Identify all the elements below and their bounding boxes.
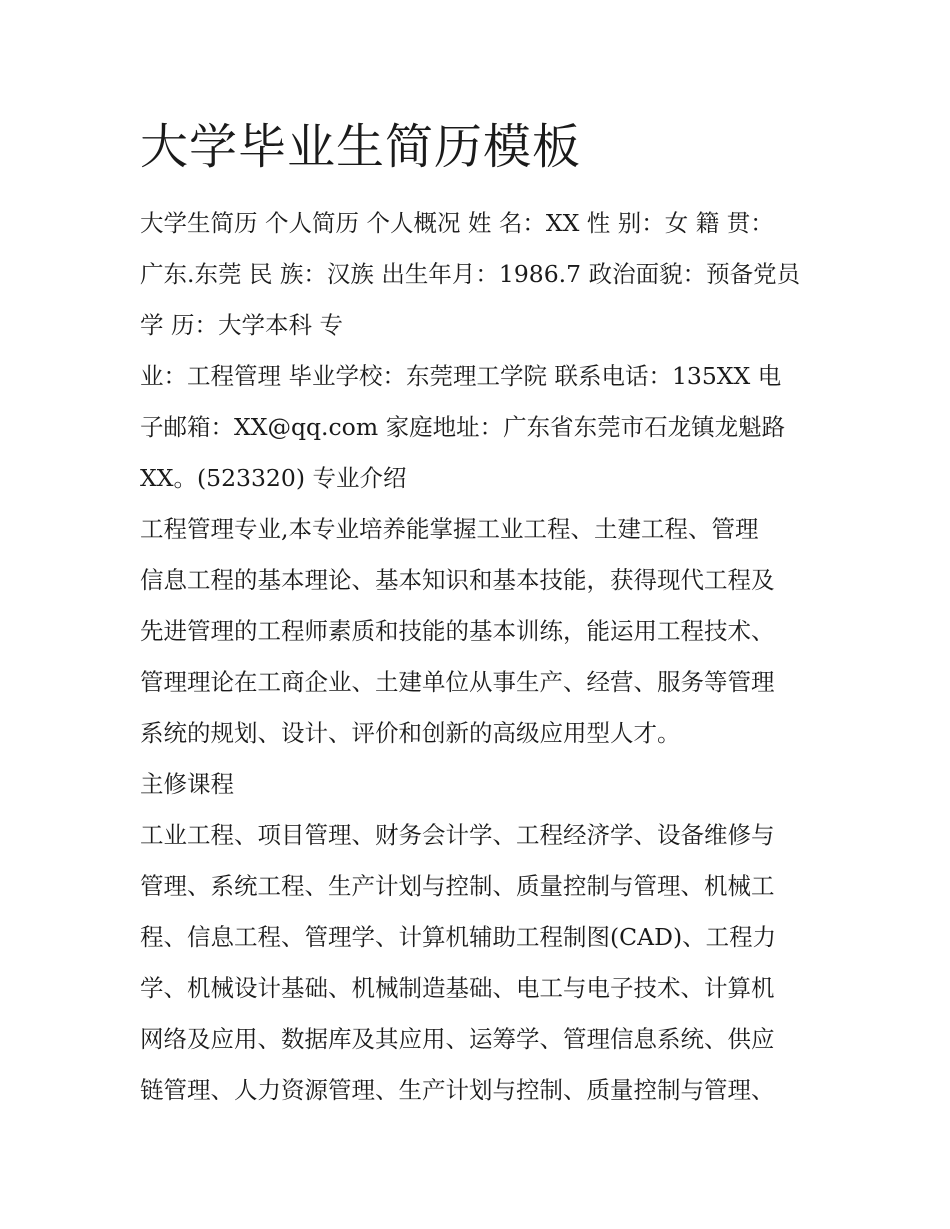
text-line-major-intro-3: 先进管理的工程师素质和技能的基本训练，能运用工程技术、 [140, 617, 775, 645]
text-line-major-intro-5: 系统的规划、设计、评价和创新的高级应用型人才。 [140, 719, 681, 747]
text-line-major-intro-1: 工程管理专业,本专业培养能掌握工业工程、土建工程、管理 [140, 515, 759, 543]
text-line-origin-ethnicity: 广东.东莞 民 族：汉族 出生年月：1986.7 政治面貌：预备党员 [140, 260, 801, 288]
document-title: 大学毕业生简历模板 [140, 119, 582, 175]
document-body [140, 198, 820, 1116]
text-line-email-address: 子邮箱：XX@qq.com 家庭地址：广东省东莞市石龙镇龙魁路 [140, 413, 786, 441]
text-line-major-intro-4: 管理理论在工商企业、土建单位从事生产、经营、服务等管理 [140, 668, 775, 696]
text-line-major-intro-2: 信息工程的基本理论、基本知识和基本技能，获得现代工程及 [140, 566, 775, 594]
text-line-postcode-heading: XX。(523320) 专业介绍 [140, 464, 407, 492]
text-line-education: 学 历：大学本科 专 [140, 311, 343, 339]
text-line-courses-1: 工业工程、项目管理、财务会计学、工程经济学、设备维修与 [140, 821, 775, 849]
text-line-courses-2: 管理、系统工程、生产计划与控制、质量控制与管理、机械工 [140, 872, 775, 900]
text-line-courses-5: 网络及应用、数据库及其应用、运筹学、管理信息系统、供应 [140, 1025, 775, 1053]
text-line-major-school-phone: 业：工程管理 毕业学校：东莞理工学院 联系电话：135XX 电 [140, 362, 782, 390]
text-line-courses-4: 学、机械设计基础、机械制造基础、电工与电子技术、计算机 [140, 974, 775, 1002]
text-line-courses-3: 程、信息工程、管理学、计算机辅助工程制图(CAD)、工程力 [140, 923, 777, 951]
section-heading-courses: 主修课程 [140, 770, 234, 798]
text-line-courses-6: 链管理、人力资源管理、生产计划与控制、质量控制与管理、 [140, 1076, 775, 1104]
text-line-personal-overview: 大学生简历 个人简历 个人概况 姓 名：XX 性 别：女 籍 贯： [140, 209, 774, 237]
